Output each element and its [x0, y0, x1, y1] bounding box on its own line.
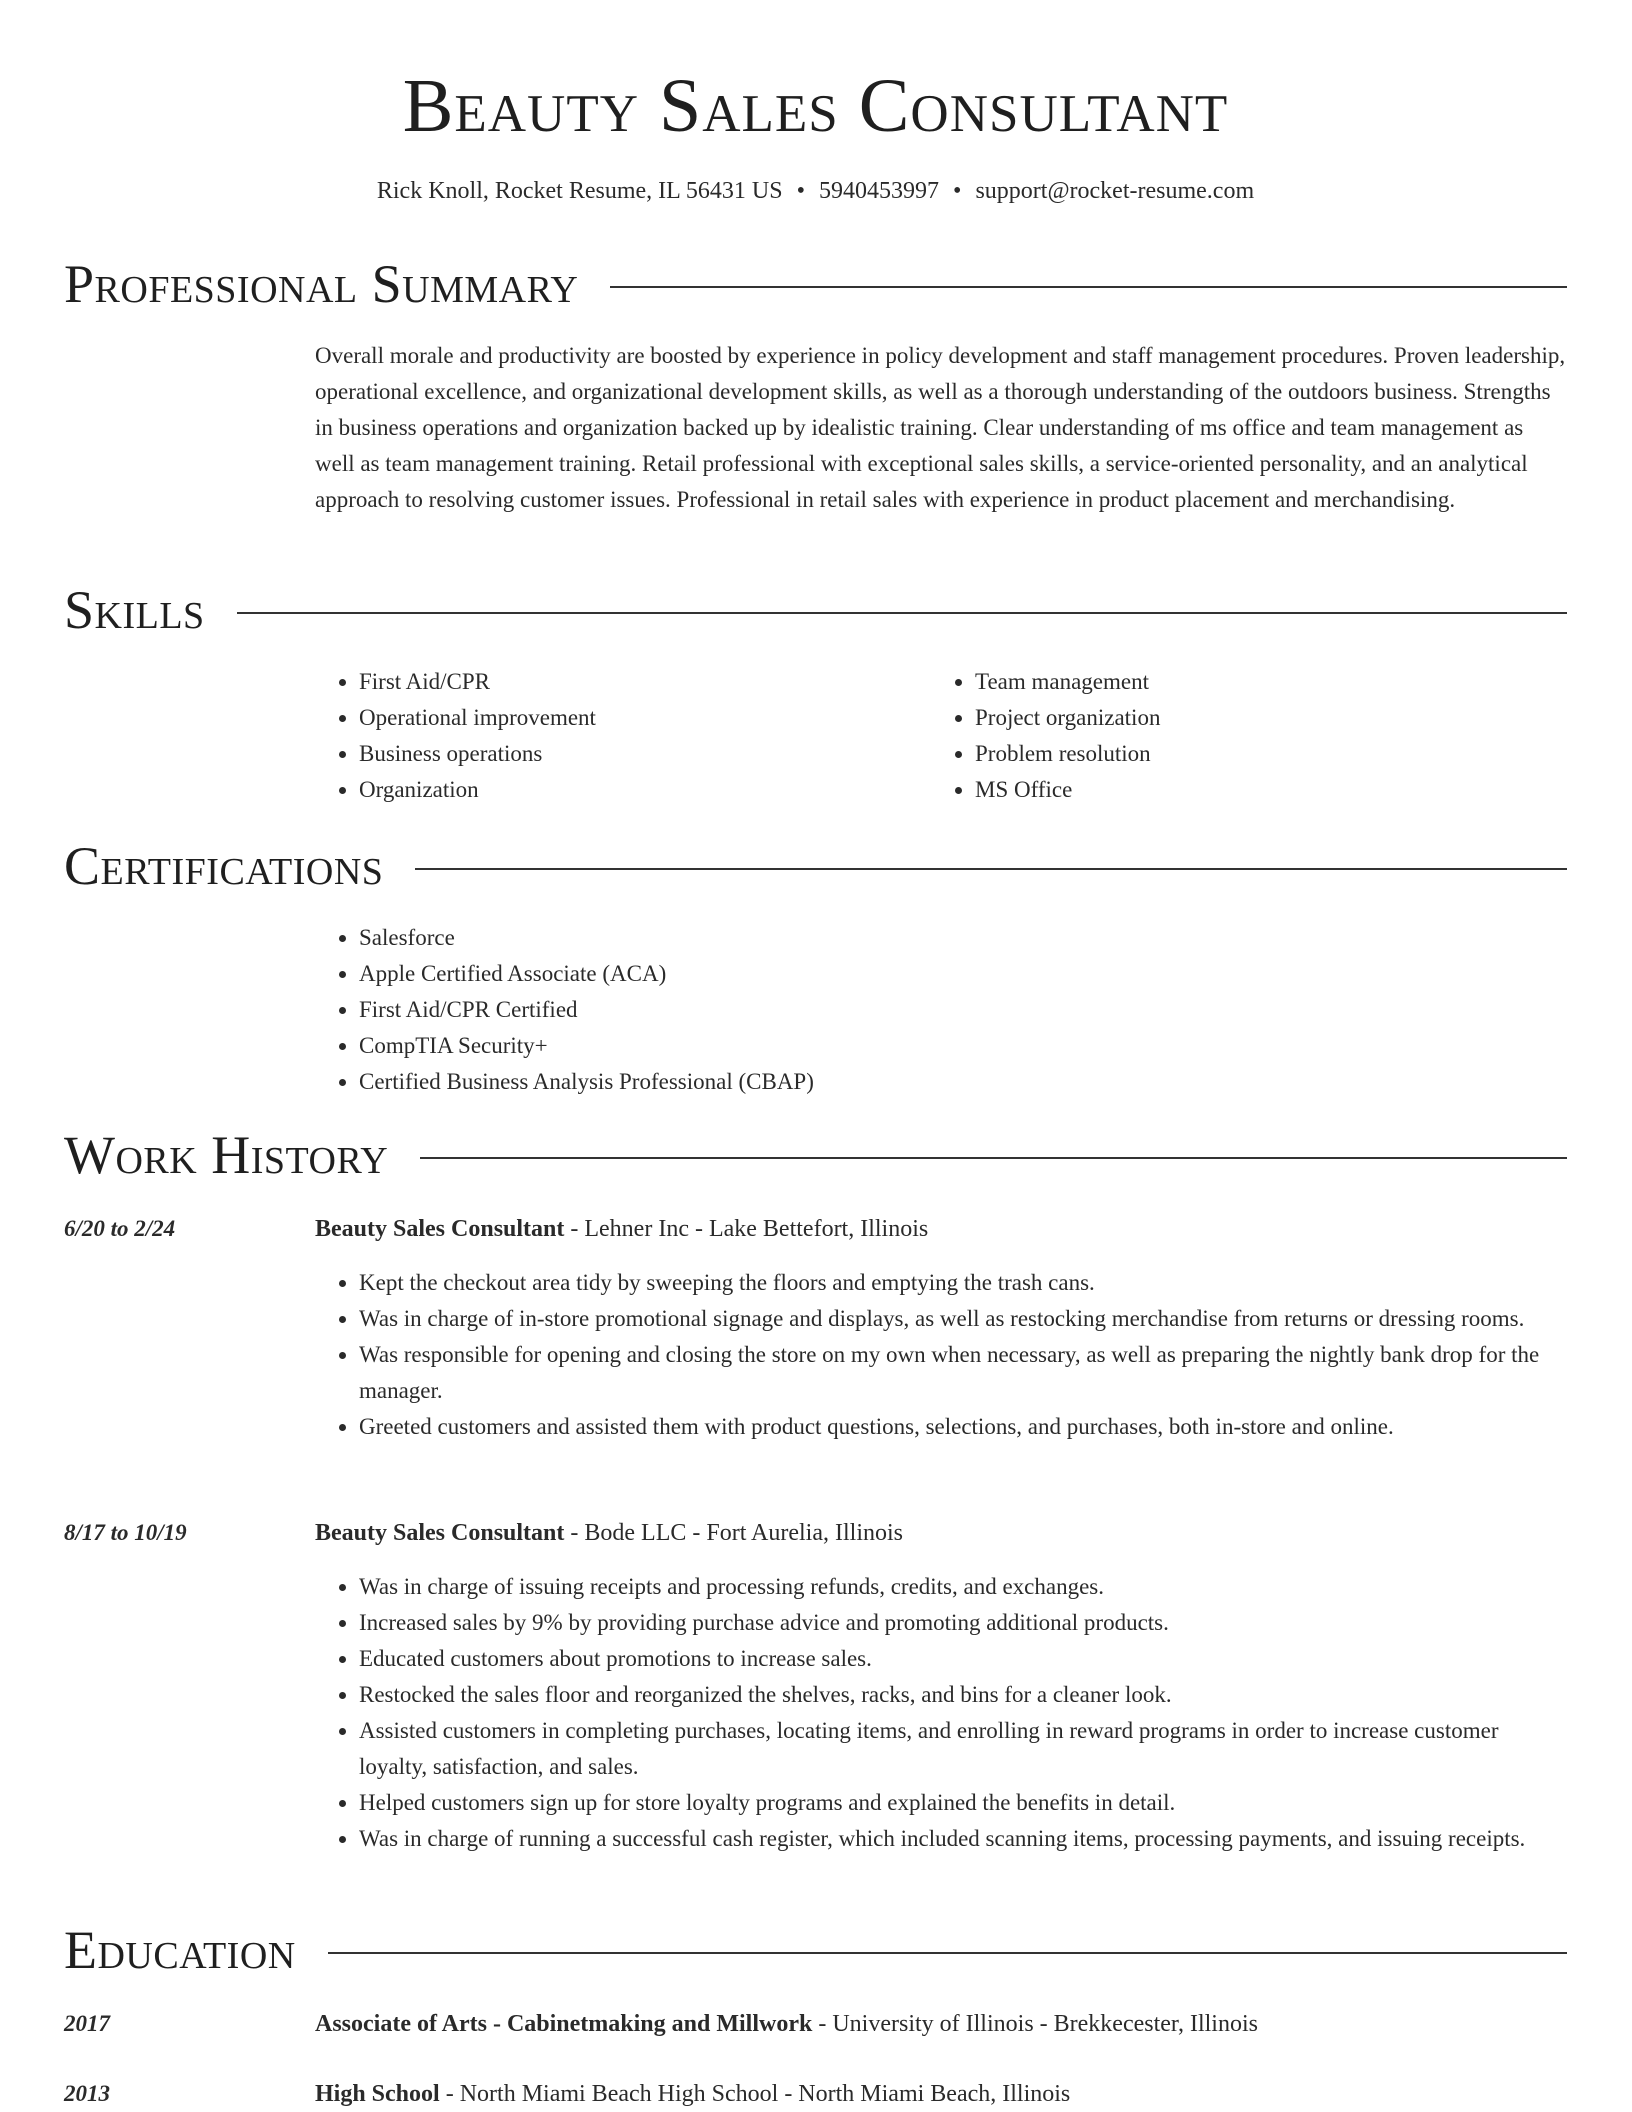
education-degree: Associate of Arts - Cabinetmaking and Millwork [315, 2011, 813, 2037]
job-heading [315, 1211, 1567, 1247]
job-dates: 6/20 to 2/24 [64, 1216, 176, 1241]
section-header-summary [64, 252, 1567, 316]
section-title: Skills [64, 580, 205, 640]
section-divider [420, 1157, 1567, 1159]
list-item: • Certified Business Analysis Professional (CBAP) [359, 1064, 1567, 1100]
list-item: • Was responsible for opening and closing the store on my own when necessary, as well as preparing the nightly bank drop for the manager. [359, 1337, 1567, 1409]
list-item: • Team management [975, 664, 1491, 700]
education-heading [315, 2076, 1567, 2112]
list-item: • Salesforce [359, 920, 1567, 956]
list-item: • Helped customers sign up for store loyalty programs and explained the benefits in detail. [359, 1785, 1567, 1821]
resume-title: Beauty Sales Consultant [402, 64, 1229, 148]
contact-separator: • [796, 178, 806, 204]
list-item: • CompTIA Security+ [359, 1028, 1567, 1064]
contact-line [64, 174, 1567, 208]
list-item: • Apple Certified Associate (ACA) [359, 956, 1567, 992]
job-bullets [315, 1569, 1567, 1857]
contact-separator: • [953, 178, 962, 204]
section-divider [237, 612, 1567, 614]
contact-phone: 5940453997 [819, 178, 940, 204]
job-title: Beauty Sales Consultant [315, 1520, 565, 1546]
skills-column-left [315, 664, 875, 808]
list-item: • Restocked the sales floor and reorganized the shelves, racks, and bins for a cleaner look. [359, 1677, 1567, 1713]
contact-email[interactable]: support@rocket-resume.com [975, 178, 1255, 204]
education-year: 2017 [64, 2011, 110, 2036]
list-item: • Project organization [975, 700, 1491, 736]
list-item: • First Aid/CPR [359, 664, 875, 700]
summary-text: Overall morale and productivity are boosted by experience in policy development and staff management procedures. Proven leadership, operational excellence, and organizational development skills, as well as a thorough understanding of the outdoors business. Strengths in business operations and organization backed up by idealistic training. Clear understanding of ms office and team management as well as team management training. Retail professional with exceptional sales skills, a service-oriented personality, and an analytical approach to resolving customer issues. Professional in retail sales with experience in product placement and merchandising. [315, 343, 1566, 512]
education-degree: High School [315, 2081, 440, 2107]
list-item: • MS Office [975, 772, 1491, 808]
list-item: • Problem resolution [975, 736, 1491, 772]
contact-address: Rick Knoll, Rocket Resume, IL 56431 US [376, 178, 783, 204]
job-dates: 8/17 to 10/19 [64, 1520, 187, 1545]
list-item: • Operational improvement [359, 700, 875, 736]
certifications-list [315, 920, 1567, 1100]
education-year: 2013 [64, 2081, 110, 2106]
job-employer: - Bode LLC - Fort Aurelia, Illinois [564, 1520, 903, 1546]
section-header-skills [64, 578, 1567, 642]
section-header-work-history [64, 1123, 1567, 1187]
list-item: • Was in charge of issuing receipts and processing refunds, credits, and exchanges. [359, 1569, 1567, 1605]
section-header-education [64, 1918, 1567, 1982]
education-school: - North Miami Beach High School - North Miami Beach, Illinois [439, 2081, 1071, 2107]
section-title: Professional Summary [64, 254, 579, 314]
section-divider [328, 1952, 1567, 1954]
education-heading [315, 2006, 1567, 2042]
list-item: • Business operations [359, 736, 875, 772]
list-item: • Increased sales by 9% by providing purchase advice and promoting additional products. [359, 1605, 1567, 1641]
job-heading [315, 1515, 1567, 1551]
list-item: • Educated customers about promotions to increase sales. [359, 1641, 1567, 1677]
section-divider [415, 868, 1567, 870]
list-item: • First Aid/CPR Certified [359, 992, 1567, 1028]
list-item: • Greeted customers and assisted them with product questions, selections, and purchases, both in-store and online. [359, 1409, 1567, 1445]
job-title: Beauty Sales Consultant [315, 1216, 565, 1242]
list-item: • Organization [359, 772, 875, 808]
education-school: - University of Illinois - Brekkecester, Illinois [812, 2011, 1258, 2037]
job-bullets [315, 1265, 1567, 1445]
list-item: • Assisted customers in completing purchases, locating items, and enrolling in reward programs in order to increase customer loyalty, satisfaction, and sales. [359, 1713, 1567, 1785]
section-title: Education [64, 1920, 296, 1980]
section-title: Certifications [64, 836, 384, 896]
section-divider [610, 286, 1567, 288]
list-item: • Was in charge of running a successful cash register, which included scanning items, processing payments, and issuing receipts. [359, 1821, 1567, 1857]
job-employer: - Lehner Inc - Lake Bettefort, Illinois [564, 1216, 929, 1242]
skills-column-right [931, 664, 1491, 808]
section-header-certifications [64, 834, 1567, 898]
list-item: • Kept the checkout area tidy by sweeping the floors and emptying the trash cans. [359, 1265, 1567, 1301]
list-item: • Was in charge of in-store promotional signage and displays, as well as restocking merchandise from returns or dressing rooms. [359, 1301, 1567, 1337]
section-title: Work History [64, 1125, 389, 1185]
